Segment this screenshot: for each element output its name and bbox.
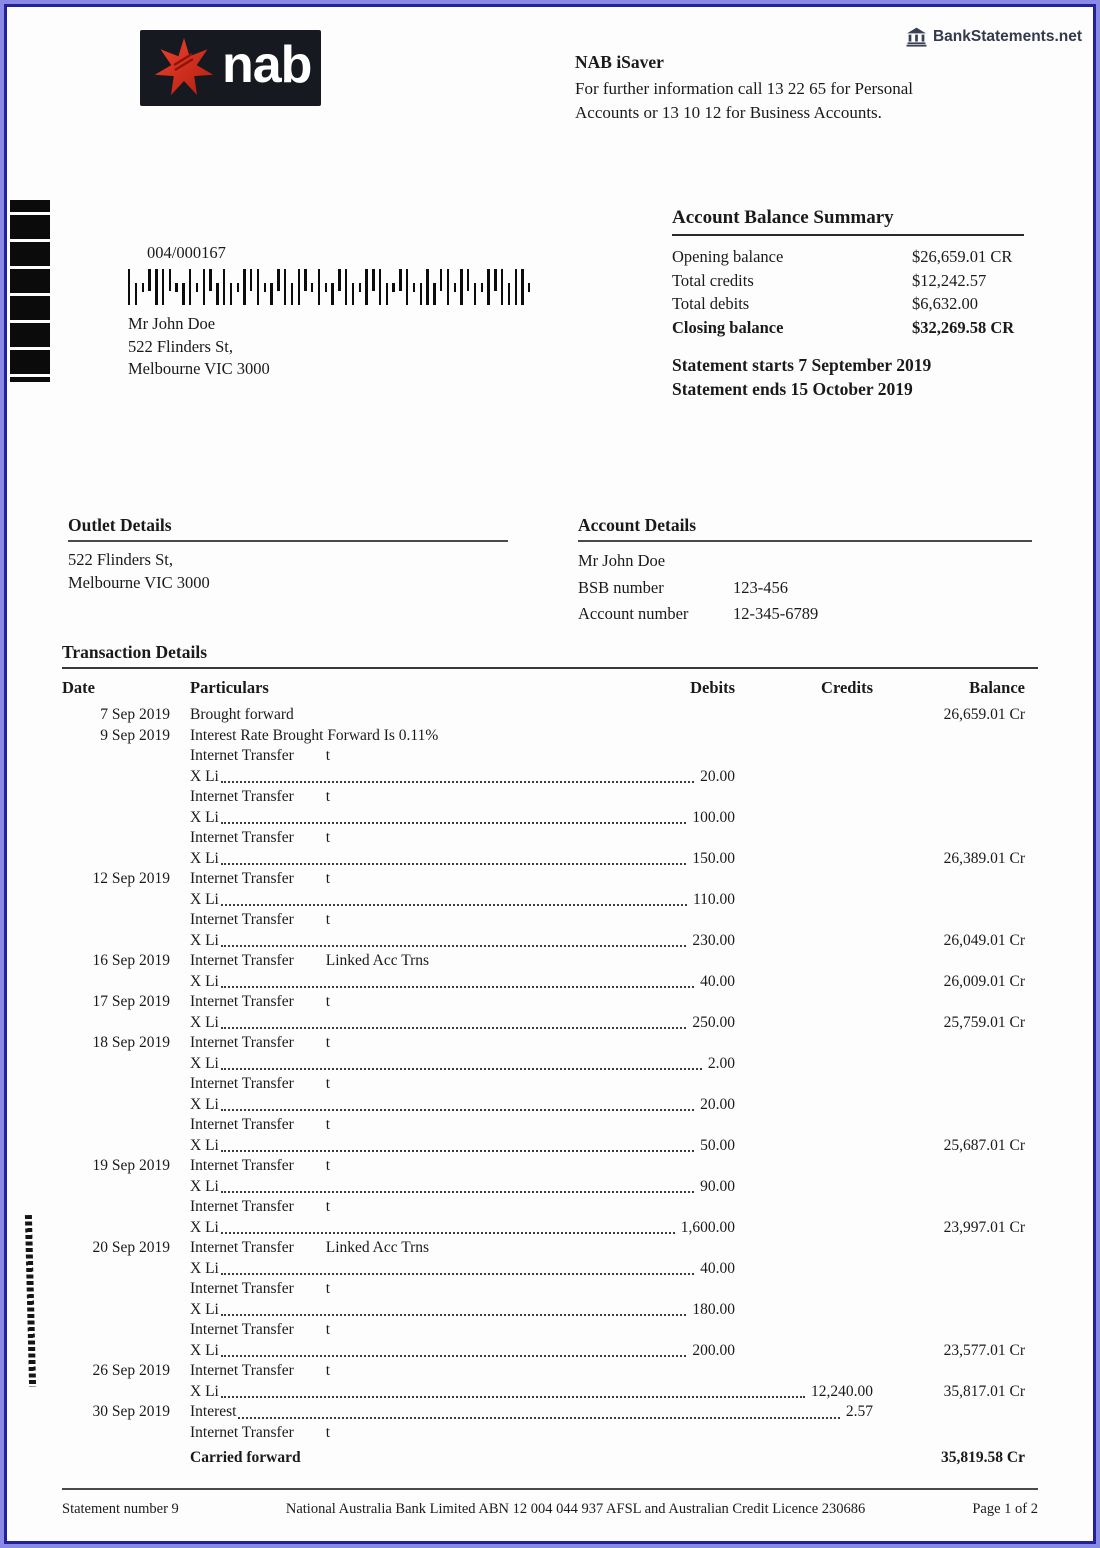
transaction-row: 18 Sep 2019 Internet Transfer t: [92, 1034, 331, 1051]
bsb-row: [578, 575, 1032, 601]
outlet-street: 522 Flinders St,: [68, 550, 173, 569]
transaction-row: Internet Transfer t: [190, 788, 331, 805]
column-header-balance: Balance: [969, 678, 1025, 697]
table-header: [62, 678, 1038, 698]
account-number-value: 12-345-6789: [733, 604, 819, 623]
transaction-row: X Li 90.00: [190, 1177, 735, 1195]
product-info-line2: Accounts or 13 10 12 for Business Accounts.: [575, 102, 882, 122]
transaction-row: X Li 40.00 26,009.01 Cr: [190, 972, 1025, 990]
transaction-row: 26 Sep 2019 Internet Transfer t: [92, 1362, 331, 1379]
mail-sort-marks: [10, 200, 50, 382]
summary-row: Closing balance $32,269.58 CR: [672, 317, 1015, 337]
transaction-row: Internet Transfer t: [190, 1423, 331, 1441]
transaction-row: X Li 200.00 23,577.01 Cr: [190, 1341, 1025, 1359]
transaction-row: X Li 250.00 25,759.01 Cr: [190, 1013, 1025, 1031]
transaction-row: Carried forward 35,819.58 Cr: [190, 1449, 1025, 1466]
transaction-row: Internet Transfer t: [190, 1116, 331, 1133]
nab-logo: [140, 30, 321, 106]
transactions-title: Transaction Details: [62, 642, 1038, 669]
transaction-row: X Li 40.00: [190, 1259, 735, 1277]
bsb-value: 123-456: [733, 578, 788, 597]
transaction-row: 30 Sep 2019 Interest 2.57: [92, 1403, 873, 1420]
statement-starts: Statement starts 7 September 2019: [672, 355, 932, 375]
recipient-street: 522 Flinders St,: [128, 336, 233, 356]
transaction-row: 19 Sep 2019 Internet Transfer t: [92, 1157, 331, 1174]
transaction-row: Internet Transfer t: [190, 829, 331, 846]
transaction-row: X Li 230.00 26,049.01 Cr: [190, 931, 1025, 949]
column-header-debits: Debits: [690, 678, 735, 697]
transaction-row: X Li 50.00 25,687.01 Cr: [190, 1136, 1025, 1154]
transaction-row: 20 Sep 2019 Internet Transfer Linked Acc Trns: [92, 1239, 430, 1256]
mailing-address: [128, 243, 548, 381]
statement-number: Statement number 9: [62, 1501, 179, 1517]
transaction-row: 16 Sep 2019 Internet Transfer Linked Acc Trns: [92, 952, 430, 969]
page-number: Page 1 of 2: [972, 1501, 1038, 1517]
summary-row: Total debits $6,632.00: [672, 294, 978, 313]
transaction-row: X Li 180.00: [190, 1300, 735, 1318]
summary-row: Opening balance $26,659.01 CR: [672, 247, 1013, 266]
summary-row: Total credits $12,242.57: [672, 270, 987, 290]
outlet-title: Outlet Details: [68, 515, 508, 542]
account-title: Account Details: [578, 515, 1032, 542]
account-details: [578, 515, 1032, 627]
sort-code: 004/000167: [147, 243, 226, 262]
summary-title: Account Balance Summary: [672, 207, 1024, 236]
transaction-row: X Li 2.00: [190, 1054, 735, 1072]
transaction-row: Internet Transfer t: [190, 1280, 331, 1297]
transaction-row: X Li 12,240.00 35,817.01 Cr: [190, 1382, 1025, 1400]
transaction-row: X Li 20.00: [190, 1095, 735, 1113]
bank-building-icon: [906, 26, 927, 47]
column-header-credits: Credits: [821, 678, 873, 697]
product-info-line1: For further information call 13 22 65 for Personal: [575, 79, 914, 98]
outlet-details: [68, 515, 508, 594]
fold-dash-mark: [25, 1215, 36, 1387]
transaction-row: Internet Transfer t: [190, 747, 331, 764]
transaction-row: X Li 1,600.00 23,997.01 Cr: [190, 1218, 1025, 1236]
brand-logo: [906, 26, 1082, 47]
transaction-row: Internet Transfer t: [190, 1198, 331, 1215]
transaction-row: Internet Transfer t: [190, 1075, 331, 1092]
recipient-city: Melbourne VIC 3000: [128, 359, 270, 378]
transaction-row: 9 Sep 2019 Interest Rate Brought Forward Is 0.11%: [100, 726, 439, 744]
statement-ends: Statement ends 15 October 2019: [672, 378, 913, 399]
address-barcode: [128, 269, 548, 305]
transaction-row: 12 Sep 2019 Internet Transfer t: [92, 870, 331, 887]
nab-star-icon: [148, 30, 220, 106]
nab-logo-text: nab: [222, 36, 312, 94]
product-info: [575, 52, 1005, 124]
product-name: NAB iSaver: [575, 52, 664, 72]
column-header-particulars: Particulars: [190, 678, 269, 697]
transaction-row: X Li 150.00 26,389.01 Cr: [190, 849, 1025, 867]
transaction-row: X Li 100.00: [190, 808, 735, 826]
outlet-city: Melbourne VIC 3000: [68, 572, 210, 592]
transaction-row: 7 Sep 2019 Brought forward 26,659.01 Cr: [100, 706, 1025, 723]
transaction-row: 17 Sep 2019 Internet Transfer t: [92, 993, 331, 1010]
account-number-label: Account number: [578, 604, 689, 623]
transaction-row: Internet Transfer t: [190, 1321, 331, 1338]
summary-rows: [672, 245, 1024, 339]
recipient-name: Mr John Doe: [128, 314, 216, 333]
legal-text: National Australia Bank Limited ABN 12 004 044 937 AFSL and Australian Credit Licence 230686: [285, 1501, 866, 1517]
transaction-row: X Li 20.00: [190, 767, 735, 785]
bsb-label: BSB number: [578, 578, 664, 597]
brand-name: BankStatements.net: [932, 27, 1082, 45]
transaction-rows: [62, 705, 1038, 1469]
transaction-row: X Li 110.00: [190, 890, 735, 908]
account-number-row: [578, 601, 1032, 627]
transaction-row: Internet Transfer t: [190, 911, 331, 928]
transaction-details: [62, 642, 1038, 1469]
column-header-date: Date: [62, 678, 95, 697]
footer: [62, 1488, 1038, 1518]
account-holder: Mr John Doe: [578, 551, 666, 570]
account-balance-summary: [672, 207, 1024, 401]
